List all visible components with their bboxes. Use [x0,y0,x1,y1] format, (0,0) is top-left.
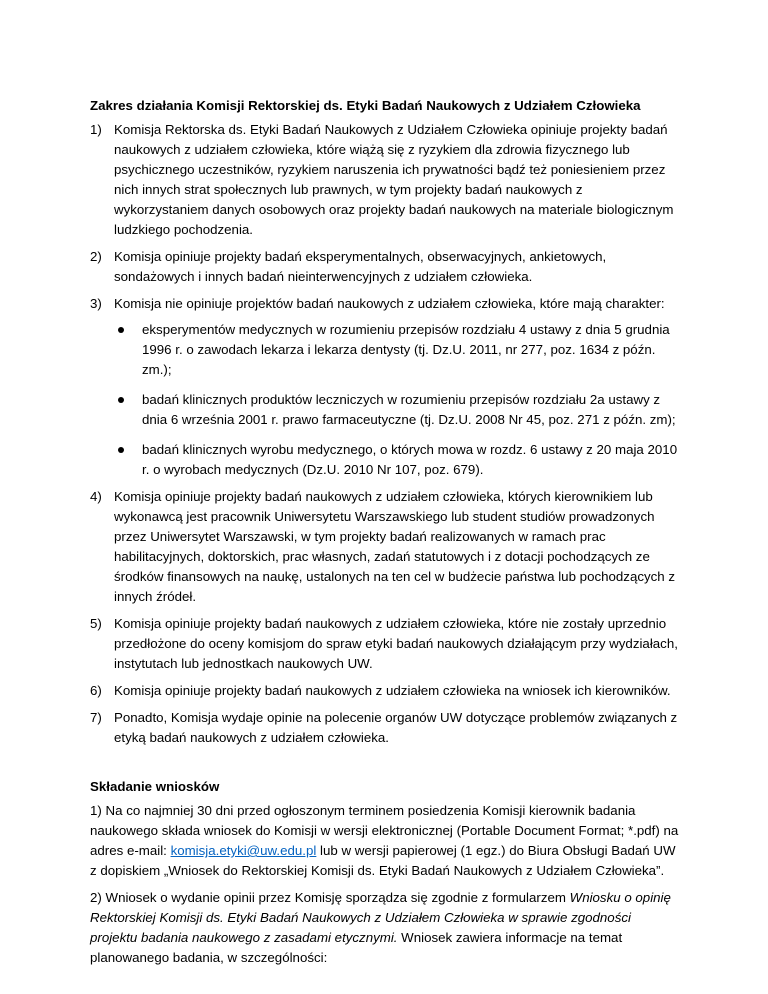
list-item [90,247,680,287]
item-number: 1) [90,122,102,137]
exclusions-list [114,320,680,480]
paragraph-text: 2) Wniosek o wydanie opinii przez Komisję sporządza się zgodnie z formularzem [90,890,570,905]
list-item [90,487,680,607]
item-number: 7) [90,710,102,725]
bullet-icon [118,327,124,333]
list-item [90,120,680,240]
list-item [90,681,680,701]
item-text: Komisja opiniuje projekty badań naukowych z udziałem człowieka, których kierownikiem lub wykonawcą jest pracownik Uniwersytetu Warszawskiego lub student studiów prowadzonych przez Uniwersytet Warszawski, w tym projekty badań realizowanych w ramach prac habilitacyjnych, doktorskich, prac własnych, zadań statutowych i z dotacji pochodzących ze środków finansowych na naukę, ustalonych na ten cel w budżecie państwa lub pochodzących z innych źródeł. [114,489,676,604]
list-item [90,614,680,674]
item-text: Komisja opiniuje projekty badań eksperymentalnych, obserwacyjnych, ankietowych, sondażowych i innych badań nieinterwencyjnych z udziałem człowieka. [114,249,607,284]
item-text: Komisja opiniuje projekty badań naukowych z udziałem człowieka na wniosek ich kierowników. [114,683,671,698]
bullet-text: badań klinicznych wyrobu medycznego, o których mowa w rozdz. 6 ustawy z 20 maja 2010 r. o wyrobach medycznych (Dz.U. 2010 Nr 107, poz. 679). [142,442,678,477]
form-title: Wniosku o opinię Rektorskiej Komisji ds. Etyki Badań Naukowych z Udziałem Człowieka w sprawie zgodności projektu badania naukowego z zasadami etycznymi. [90,890,671,945]
bullet-item [114,390,680,430]
bullet-icon [118,397,124,403]
paragraph-submission [90,801,680,881]
paragraph-text: 1) Na co najmniej 30 dni przed ogłoszonym terminem posiedzenia Komisji kierownik badania naukowego składa wniosek do Komisji w wersji elektronicznej (Portable Document Format; *.pdf) na adres e-mail: [90,803,679,858]
bullet-item [114,320,680,380]
bullet-item [114,440,680,480]
item-number: 4) [90,489,102,504]
bullet-text: badań klinicznych produktów leczniczych w rozumieniu przepisów rozdziału 2a ustawy z dnia 6 września 2001 r. prawo farmaceutyczne (tj. Dz.U. 2008 Nr 45, poz. 271 z późn. zm); [142,392,676,427]
email-link[interactable]: komisja.etyki@uw.edu.pl [170,843,317,858]
section-heading-scope: Zakres działania Komisji Rektorskiej ds. Etyki Badań Naukowych z Udziałem Człowieka [90,98,641,113]
bullet-icon [118,447,124,453]
document-page [90,96,680,975]
item-number: 2) [90,249,102,264]
item-number: 6) [90,683,102,698]
list-item [90,708,680,748]
item-number: 3) [90,296,102,311]
list-item [90,294,680,480]
item-number: 5) [90,616,102,631]
item-text: Ponadto, Komisja wydaje opinie na polecenie organów UW dotyczące problemów związanych z etyką badań naukowych z udziałem człowieka. [114,710,678,745]
paragraph-text: lub w wersji papierowej (1 egz.) do Biura Obsługi Badań UW z dopiskiem „Wniosek do Rektorskiej Komisji ds. Etyki Badań Naukowych z Udziałem Człowieka”. [90,843,676,878]
item-text: Komisja nie opiniuje projektów badań naukowych z udziałem człowieka, które mają charakter: [114,296,665,311]
paragraph-form [90,888,680,968]
item-text: Komisja opiniuje projekty badań naukowych z udziałem człowieka, które nie zostały uprzednio przedłożone do oceny komisjom do spraw etyki badań naukowych działającym przy wydziałach, instytutach lub jednostkach naukowych UW. [114,616,678,671]
scope-list [90,120,680,748]
paragraph-text: Wniosek zawiera informacje na temat planowanego badania, w szczególności: [90,930,623,965]
section-heading-applications: Składanie wniosków [90,779,220,794]
item-text: Komisja Rektorska ds. Etyki Badań Naukowych z Udziałem Człowieka opiniuje projekty badań naukowych z udziałem człowieka, które wiążą się z ryzykiem dla zdrowia fizycznego lub psychicznego uczestników, ryzykiem naruszenia ich prywatności bądź też poniesieniem przez nich innych strat społecznych lub prawnych, w tym projekty badań naukowych z wykorzystaniem danych osobowych oraz projekty badań naukowych na materiale biologicznym ludzkiego pochodzenia. [114,122,674,237]
bullet-text: eksperymentów medycznych w rozumieniu przepisów rozdziału 4 ustawy z dnia 5 grudnia 1996 r. o zawodach lekarza i lekarza dentysty (tj. Dz.U. 2011, nr 277, poz. 1634 z późn. zm.); [142,322,670,377]
